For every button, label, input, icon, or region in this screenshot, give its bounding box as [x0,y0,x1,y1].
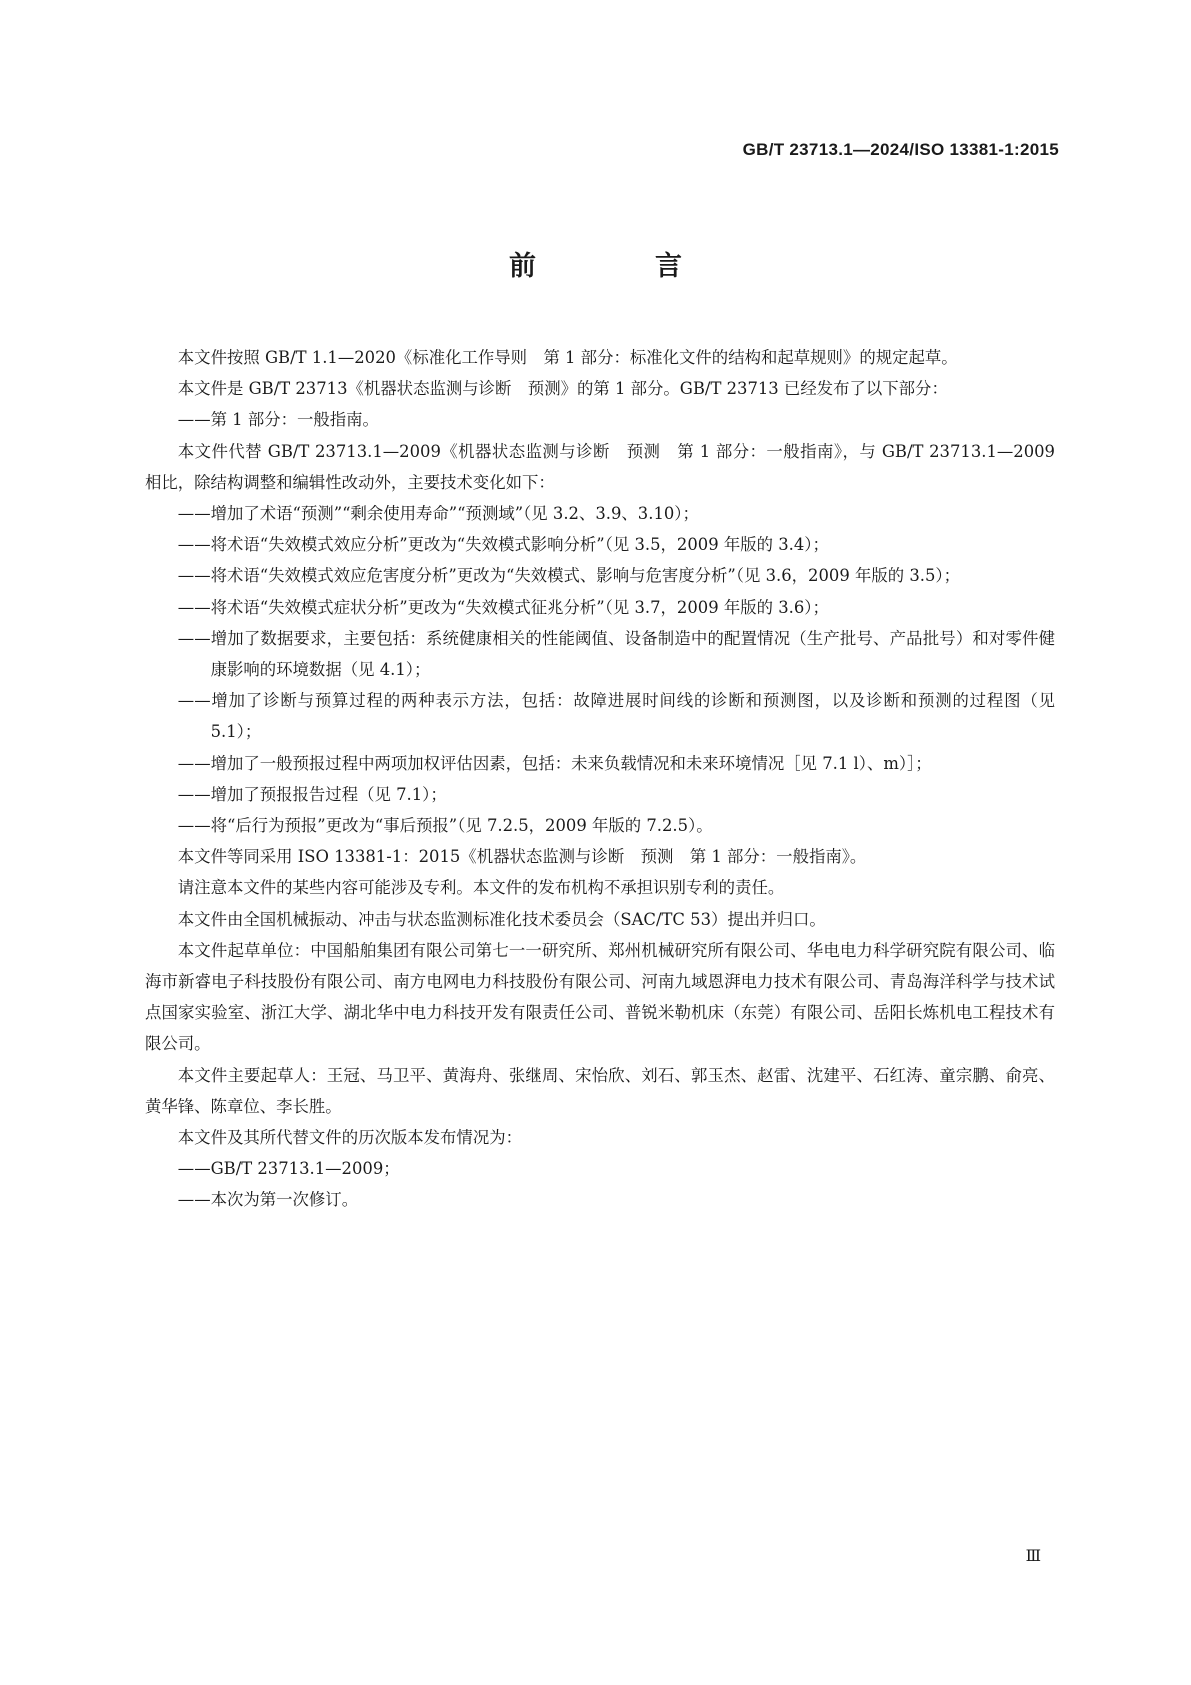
paragraph: 本文件是 GB/T 23713《机器状态监测与诊断 预测》的第 1 部分。GB/T 23713 已经发布了以下部分： [177,379,948,399]
list-item: ——增加了一般预报过程中两项加权评估因素，包括：未来负载情况和未来环境情况［见 7.1 l）、m）］； [177,753,932,773]
paragraph: 本文件起草单位：中国船舶集团有限公司第七一一研究所、郑州机械研究所有限公司、华电电力科学研究院有限公司、临海市新睿电子科技股份有限公司、南方电网电力科技股份有限公司、河南九域恩湃电力技术有限公司、青岛海洋科学与技术试点国家实验室、浙江大学、湖北华中电力科技开发有限责任公司、普锐米勒机床（东莞）有限公司、岳阳长炼机电工程技术有限公司。 [145,940,1055,1054]
list-item: ——增加了预报报告过程（见 7.1）； [177,784,447,804]
list-item: ——本次为第一次修订。 [177,1190,359,1210]
foreword-body [145,342,1055,1216]
list-item: ——将术语“失效模式效应危害度分析”更改为“失效模式、影响与危害度分析”（见 3.6，2009 年版的 3.5）； [177,566,961,586]
paragraph: 本文件等同采用 ISO 13381-1：2015《机器状态监测与诊断 预测 第 1 部分：一般指南》。 [177,847,867,867]
list-item: ——GB/T 23713.1—2009； [177,1159,400,1179]
paragraph: 本文件及其所代替文件的历次版本发布情况为： [177,1128,522,1148]
list-item: ——将术语“失效模式效应分析”更改为“失效模式影响分析”（见 3.5，2009 年版的 3.4）； [177,535,829,555]
list-item: ——将“后行为预报”更改为“事后预报”（见 7.2.5，2009 年版的 7.2.5）。 [177,816,713,836]
paragraph: 本文件代替 GB/T 23713.1—2009《机器状态监测与诊断 预测 第 1 部分：一般指南》，与 GB/T 23713.1—2009 相比，除结构调整和编辑性改动外，主要技术变化如下： [145,441,1055,492]
paragraph: 本文件主要起草人：王冠、马卫平、黄海舟、张继周、宋怡欣、刘石、郭玉杰、赵雷、沈建平、石红涛、童宗鹏、俞亮、黄华锋、陈章位、李长胜。 [145,1065,1055,1116]
list-item: ——将术语“失效模式症状分析”更改为“失效模式征兆分析”（见 3.7，2009 年版的 3.6）； [177,597,829,617]
list-item: ——增加了术语“预测”“剩余使用寿命”“预测域”（见 3.2、3.9、3.10）； [177,504,699,524]
paragraph: 本文件按照 GB/T 1.1—2020《标准化工作导则 第 1 部分：标准化文件的结构和起草规则》的规定起草。 [177,348,958,367]
list-item: ——第 1 部分：一般指南。 [177,410,379,430]
page-number: Ⅲ [1025,1546,1041,1565]
list-item: ——增加了诊断与预算过程的两种表示方法，包括：故障进展时间线的诊断和预测图，以及诊断和预测的过程图（见 5.1）； [177,691,1055,742]
page-title: 前 言 [509,251,728,282]
paragraph: 请注意本文件的某些内容可能涉及专利。本文件的发布机构不承担识别专利的责任。 [177,878,785,898]
list-item: ——增加了数据要求，主要包括：系统健康相关的性能阈值、设备制造中的配置情况（生产批号、产品批号）和对零件健康影响的环境数据（见 4.1）； [177,628,1055,680]
document-code: GB/T 23713.1—2024/ISO 13381-1:2015 [742,140,1059,159]
paragraph: 本文件由全国机械振动、冲击与状态监测标准化技术委员会（SAC/TC 53）提出并归口。 [177,909,826,929]
